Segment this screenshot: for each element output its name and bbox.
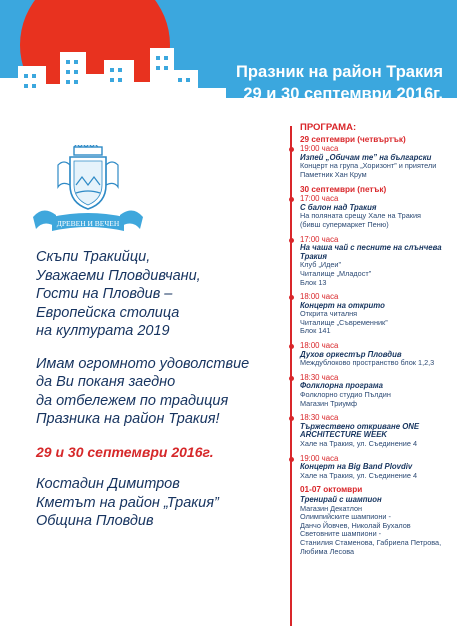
event-detail: Данчо Йовчев, Николай Бухалов [300,520,411,530]
greeting-line: Имам огромното удоволствие [36,355,250,372]
event-name: На чаша чай с песните на слънчева Тракия [300,243,442,261]
event-detail: Блок 13 [300,277,327,287]
program-day: 30 септември (петък) [300,184,387,194]
event-detail: Концерт на група „Хоризонт” и приятели [300,161,437,171]
greeting-dates: 29 и 30 септември 2016г. [36,443,214,460]
greeting-line: Гости на Пловдив – [36,286,173,302]
event-detail: (бивш супермаркет Пеню) [300,219,389,229]
greeting-line: на културата 2019 [36,323,170,339]
event-name: Концерт на открито [300,300,385,310]
event-detail: Клуб „Идеи” [300,260,341,270]
event-detail: Фолклорно студио Пълдин [300,390,391,400]
greeting-line: Празника на район Тракия! [36,411,220,427]
event-detail: На поляната срещу Хале на Тракия [300,211,421,221]
greeting-line: Уважаеми Пловдивчани, [36,267,201,284]
event-detail: Олимпийските шампиони - [300,512,391,522]
program-event [300,342,452,368]
program-list [300,124,452,562]
program-title: ПРОГРАМА: [300,122,357,133]
event-title-line1: Празник на район Тракия [236,63,443,81]
greeting-block-1 [36,248,286,341]
greeting-line: Скъпи Тракийци, [36,249,151,265]
event-name: С балон над Тракия [300,202,377,212]
event-time: 19:00 часа [300,144,339,154]
greeting-text [36,248,286,545]
greeting-signature [36,475,286,531]
event-name: Фолклорна програма [300,381,383,391]
event-detail: Блок 141 [300,326,331,336]
program-event [300,496,452,556]
program-event [300,195,452,229]
event-detail: Магазин Триумф [300,398,357,408]
event-time: 19:00 часа [300,453,339,463]
coat-motto: ДРЕВЕН И ВЕЧЕН [56,219,120,228]
greeting-block-2 [36,355,286,429]
event-name: Изпей „Обичам те” на български [300,152,432,162]
event-name: Духов оркестър Пловдив [300,349,402,359]
greeting-line: да отбележем по традиция [36,392,229,409]
event-time: 17:00 часа [300,234,339,244]
event-time: 18:00 часа [300,341,339,351]
event-detail: Междублоково пространство блок 1,2,3 [300,358,435,368]
program-event [300,414,452,448]
header-banner [0,0,457,120]
event-detail: Читалище „Младост” [300,268,372,278]
event-detail: Хале на Тракия, ул. Съединение 4 [300,470,418,480]
event-detail: Световните шампиони - [300,529,382,539]
event-time: 18:30 часа [300,413,339,423]
event-detail: Читалище „Съвременник” [300,317,388,327]
event-title [143,61,443,105]
signature-line: Община Пловдив [36,513,154,529]
event-time: 18:00 часа [300,292,339,302]
event-time: 17:00 часа [300,194,339,204]
event-name: Концерт на Big Band Plovdiv [300,462,413,472]
event-time: 18:30 часа [300,372,339,382]
event-detail: Открита читалня [300,309,358,319]
greeting-line: Европейска столица [36,304,180,321]
event-detail: Паметник Хан Крум [300,169,367,179]
program-day: 29 септември (четвъртък) [300,134,406,144]
program-event [300,293,452,336]
greeting-line: да Ви поканя заедно [36,374,176,390]
program-event [300,236,452,288]
signature-line: Костадин Димитров [36,476,180,492]
event-detail: Станилия Стаменова, Габриела Петрова, [300,537,442,547]
coat-of-arms-icon [28,145,148,245]
program-event [300,145,452,179]
event-name: Тренирай с шампион [300,494,382,504]
signature-line: Кметът на район „Тракия” [36,494,219,511]
program-event [300,455,452,481]
program-day: 01-07 октомври [300,485,363,495]
event-detail: Магазин Декатлон [300,503,363,513]
event-title-line2: 29 и 30 септември 2016г. [243,85,443,103]
program-event [300,374,452,408]
event-detail: Хале на Тракия, ул. Съединение 4 [300,439,418,448]
event-detail: Любима Лесова [300,546,355,556]
event-name: Тържествено откриване ONE ARCHITECTURE WEEK [300,421,420,440]
